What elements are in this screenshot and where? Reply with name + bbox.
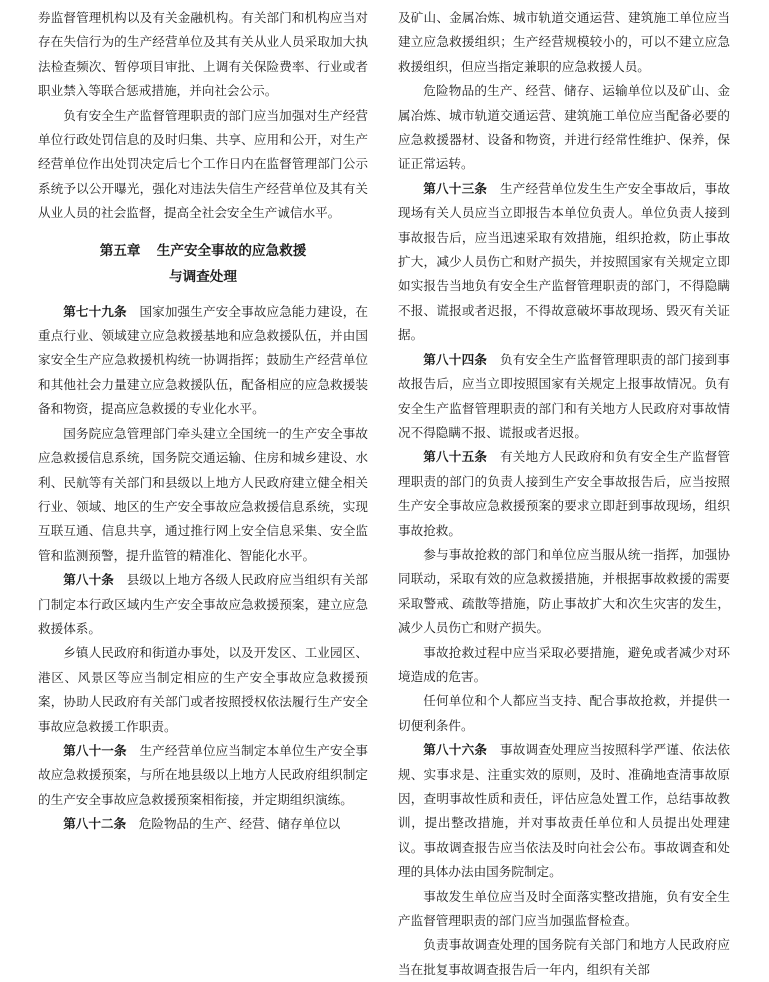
article-text: 县级以上地方各级人民政府应当组织有关部门制定本行政区域内生产安全事故应急救援预案，建立应急救援体系。 (38, 572, 369, 636)
article-83 (398, 177, 730, 348)
article-label: 第八十五条 (423, 449, 488, 465)
left-column (38, 6, 368, 837)
article-text: 生产经营单位应当制定本单位生产安全事故应急救援预案，与所在地县级以上地方人民政府组织制定的生产安全事故应急救援预案相衔接，并定期组织演练。 (38, 742, 369, 807)
article-81 (38, 739, 368, 812)
article-label: 第七十九条 (63, 303, 127, 319)
article-label: 第八十二条 (63, 816, 127, 832)
article-label: 第八十三条 (423, 180, 488, 196)
chapter-title-line1: 生产安全事故的应急救援 (156, 242, 307, 259)
article-85 (398, 445, 730, 543)
chapter-title-line2: 与调查处理 (169, 268, 237, 285)
article-label: 第八十四条 (423, 351, 488, 367)
paragraph: 及矿山、金属冶炼、城市轨道交通运营、建筑施工单位应当建立应急救援组织；生产经营规模较小的，可以不建立应急救援组织，但应当指定兼职的应急救援人员。 (398, 10, 730, 74)
article-79 (38, 300, 368, 422)
paragraph: 任何单位和个人都应当支持、配合事故抢救，并提供一切便利条件。 (398, 693, 730, 733)
paragraph: 危险物品的生产、经营、储存、运输单位以及矿山、金属冶炼、城市轨道交通运营、建筑施工单位应当配备必要的应急救援器材、设备和物资，并进行经常性维护、保养，保证正常运转。 (398, 83, 730, 172)
article-86 (398, 738, 730, 884)
article-text: 国家加强生产安全事故应急能力建设，在重点行业、领域建立应急救援基地和应急救援队伍，并由国家安全生产应急救援机构统一协调指挥；鼓励生产经营单位和其他社会力量建立应急救援队伍，配备相应的应急救援装备和物资，提高应急救援的专业化水平。 (38, 303, 369, 417)
article-text: 生产经营单位发生生产安全事故后，事故现场有关人员应当立即报告本单位负责人。单位负责人接到事故报告后，应当迅速采取有效措施，组织抢救，防止事故扩大，减少人员伤亡和财产损失，并按照国家有关规定立即如实报告当地负有安全生产监督管理职责的部门，不得隐瞒不报、谎报或者迟报，不得故意破坏事故现场、毁灭有关证据。 (398, 180, 731, 343)
article-82 (38, 812, 368, 836)
paragraph: 国务院应急管理部门牵头建立全国统一的生产安全事故应急救援信息系统，国务院交通运输、住房和城乡建设、水利、民航等有关部门和县级以上地方人民政府建立健全相关行业、领域、地区的生产安全事故应急救援信息系统，实现互联互通、信息共享，通过推行网上安全信息采集、安全监管和监测预警，提升监管的精准化、智能化水平。 (38, 425, 368, 563)
paragraph: 乡镇人民政府和街道办事处，以及开发区、工业园区、港区、风景区等应当制定相应的生产安全事故应急救援预案，协助人民政府有关部门或者按照授权依法履行生产安全事故应急救援工作职责。 (38, 645, 368, 734)
article-label: 第八十一条 (63, 742, 127, 758)
article-text: 负有安全生产监督管理职责的部门接到事故报告后，应当立即按照国家有关规定上报事故情况。负有安全生产监督管理职责的部门和有关地方人民政府对事故情况不得隐瞒不报、谎报或者迟报。 (398, 351, 731, 440)
article-text: 有关地方人民政府和负有安全生产监督管理职责的部门的负责人接到生产安全事故报告后，应当按照生产安全事故应急救援预案的要求立即赶到事故现场，组织事故抢救。 (398, 449, 731, 538)
article-label: 第八十条 (63, 572, 115, 588)
paragraph: 负有安全生产监督管理职责的部门应当加强对生产经营单位行政处罚信息的及时归集、共享、应用和公开，对生产经营单位作出处罚决定后七个工作日内在监督管理部门公示系统予以公开曝光，强化对违法失信生产经营单位及其有关从业人员的社会监督，提高全社会安全生产诚信水平。 (38, 107, 368, 221)
article-80 (38, 568, 368, 641)
article-label: 第八十六条 (423, 742, 488, 758)
paragraph: 负责事故调查处理的国务院有关部门和地方人民政府应当在批复事故调查报告后一年内，组织有关部 (398, 937, 730, 977)
article-text: 危险物品的生产、经营、储存单位以 (138, 816, 341, 832)
paragraph: 事故发生单位应当及时全面落实整改措施，负有安全生产监督管理职责的部门应当加强监督检查。 (398, 888, 730, 929)
chapter-heading (38, 238, 368, 290)
paragraph: 事故抢救过程中应当采取必要措施，避免或者减少对环境造成的危害。 (398, 644, 730, 684)
paragraph: 参与事故抢救的部门和单位应当服从统一指挥，加强协同联动，采取有效的应急救援措施，并根据事故救援的需要采取警戒、疏散等措施，防止事故扩大和次生灾害的发生，减少人员伤亡和财产损失。 (398, 546, 730, 636)
chapter-number: 第五章 (99, 242, 141, 259)
paragraph: 券监督管理机构以及有关金融机构。有关部门和机构应当对存在失信行为的生产经营单位及其有关从业人员采取加大执法检查频次、暂停项目审批、上调有关保险费率、行业或者职业禁入等联合惩戒措施，并向社会公示。 (38, 10, 368, 99)
article-84 (398, 348, 730, 446)
right-column (398, 6, 730, 982)
article-text: 事故调查处理应当按照科学严谨、依法依规、实事求是、注重实效的原则，及时、准确地查清事故原因，查明事故性质和责任，评估应急处置工作，总结事故教训，提出整改措施，并对事故责任单位和人员提出处理建议。事故调查报告应当依法及时向社会公布。事故调查和处理的具体办法由国务院制定。 (398, 742, 731, 880)
